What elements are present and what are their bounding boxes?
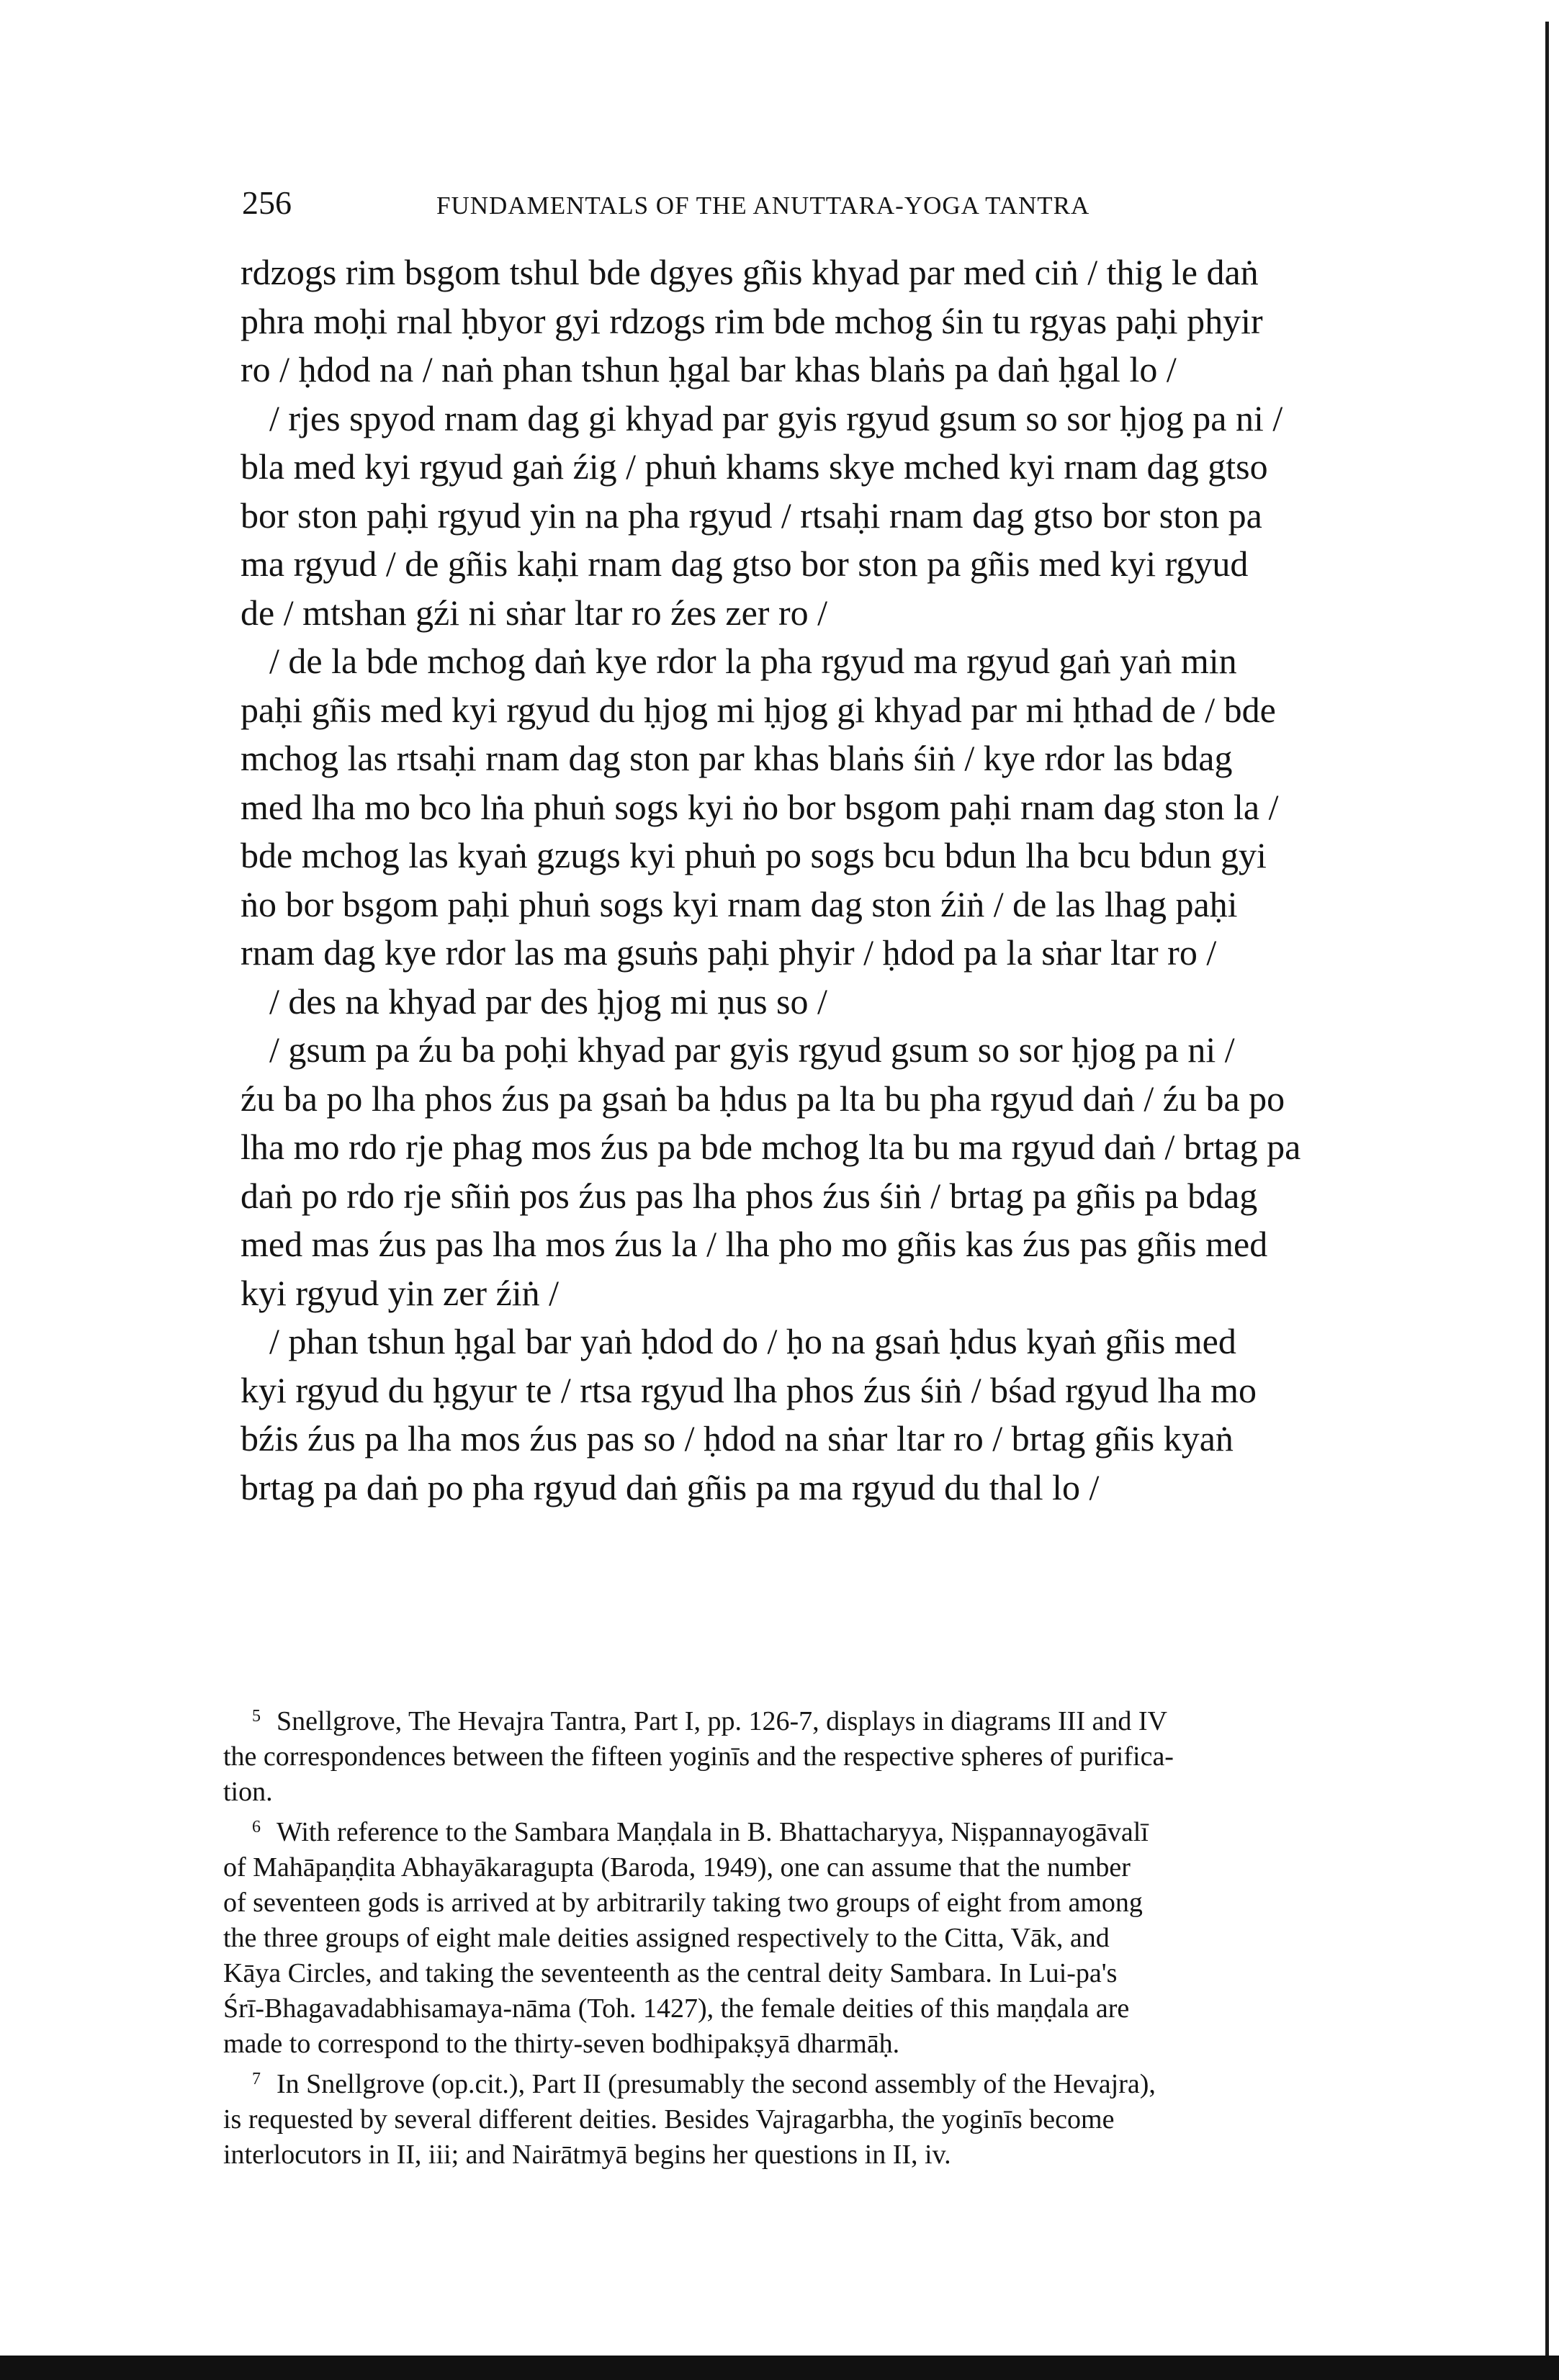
- text-line: med lha mo bco lṅa phuṅ sogs kyi ṅo bor bsgom paḥi rnam dag ston la /: [241, 786, 1279, 827]
- footnote-number: 5: [252, 1707, 261, 1726]
- text-line: de / mtshan gźi ni sṅar ltar ro źes zer ro /: [241, 592, 827, 633]
- scan-edge-line: [1545, 22, 1549, 2361]
- footnotes-block: [223, 1699, 1383, 2173]
- text-line: / gsum pa źu ba poḥi khyad par gyis rgyud gsum so sor ḥjog pa ni /: [269, 1029, 1235, 1070]
- text-line: / rjes spyod rnam dag gi khyad par gyis rgyud gsum so sor ḥjog pa ni /: [269, 397, 1283, 438]
- text-line: ma rgyud / de gñis kaḥi rnam dag gtso bor ston pa gñis med kyi rgyud: [241, 544, 1249, 584]
- footnote-line: Snellgrove, The Hevajra Tantra, Part I, pp. 126-7, displays in diagrams III and IV: [277, 1706, 1167, 1736]
- footnote-line: of Mahāpaṇḍita Abhayākaragupta (Baroda, 1949), one can assume that the number: [223, 1852, 1131, 1883]
- footnote-line: Kāya Circles, and taking the seventeenth as the central deity Sambara. In Lui-pa's: [223, 1958, 1118, 1988]
- text-line: med mas źus pas lha mos źus la / lha pho mo gñis kas źus pas gñis med: [241, 1224, 1268, 1264]
- main-text-block: [241, 248, 1393, 1512]
- footnote-number: 7: [252, 2070, 261, 2088]
- footnote-6: [223, 1810, 1383, 1850]
- footnote-line: the three groups of eight male deities assigned respectively to the Citta, Vāk, and: [223, 1923, 1110, 1953]
- footnote-line: In Snellgrove (op.cit.), Part II (presumably the second assembly of the Hevajra),: [277, 2069, 1156, 2099]
- footnote-line: interlocutors in II, iii; and Nairātmyā begins her questions in II, iv.: [223, 2140, 951, 2170]
- running-title: FUNDAMENTALS OF THE ANUTTARA-YOGA TANTRA: [436, 191, 1090, 220]
- text-line: phra moḥi rnal ḥbyor gyi rdzogs rim bde mchog śin tu rgyas paḥi phyir: [241, 300, 1263, 341]
- text-line: brtag pa daṅ po pha rgyud daṅ gñis pa ma rgyud du thal lo /: [241, 1466, 1100, 1507]
- footnote-number: 6: [252, 1818, 261, 1836]
- text-line: bde mchog las kyaṅ gzugs kyi phuṅ po sogs bcu bdun lha bcu bdun gyi: [241, 835, 1267, 875]
- text-line: / phan tshun ḥgal bar yaṅ ḥdod do / ḥo na gsaṅ ḥdus kyaṅ gñis med: [269, 1321, 1236, 1361]
- text-line: kyi rgyud yin zer źiṅ /: [241, 1272, 560, 1313]
- text-line: rdzogs rim bsgom tshul bde dgyes gñis khyad par med ciṅ / thig le daṅ: [241, 252, 1259, 292]
- text-line: mchog las rtsaḥi rnam dag ston par khas blaṅs śiṅ / kye rdor las bdag: [241, 738, 1233, 778]
- text-line: źu ba po lha phos źus pa gsaṅ ba ḥdus pa lta bu pha rgyud daṅ / źu ba po: [241, 1078, 1285, 1119]
- footnote-line: With reference to the Sambara Maṇḍala in B. Bhattacharyya, Niṣpannayogāvalī: [277, 1817, 1149, 1847]
- page-header: [242, 181, 1250, 225]
- footnote-line: made to correspond to the thirty-seven bodhipakṣyā dharmāḥ.: [223, 2029, 900, 2059]
- text-line: kyi rgyud du ḥgyur te / rtsa rgyud lha phos źus śiṅ / bśad rgyud lha mo: [241, 1369, 1257, 1410]
- page-number: 256: [242, 184, 292, 221]
- text-line: / de la bde mchog daṅ kye rdor la pha rgyud ma rgyud gaṅ yaṅ min: [269, 641, 1237, 681]
- text-line: lha mo rdo rje phag mos źus pa bde mchog lta bu ma rgyud daṅ / brtag pa: [241, 1127, 1301, 1167]
- footnote-7: [223, 2062, 1383, 2102]
- footnote-line: is requested by several different deities. Besides Vajragarbha, the yoginīs become: [223, 2104, 1115, 2135]
- text-line: bor ston paḥi rgyud yin na pha rgyud / rtsaḥi rnam dag gtso bor ston pa: [241, 495, 1262, 536]
- text-line: ro / ḥdod na / naṅ phan tshun ḥgal bar khas blaṅs pa daṅ ḥgal lo /: [241, 349, 1177, 389]
- footnote-line: Śrī-Bhagavadabhisamaya-nāma (Toh. 1427), the female deities of this maṇḍala are: [223, 1993, 1130, 2024]
- text-line: bla med kyi rgyud gaṅ źig / phuṅ khams skye mched kyi rnam dag gtso: [241, 446, 1268, 487]
- text-line: bźis źus pa lha mos źus pas so / ḥdod na sṅar ltar ro / brtag gñis kyaṅ: [241, 1418, 1234, 1459]
- text-line: ṅo bor bsgom paḥi phuṅ sogs kyi rnam dag ston źiṅ / de las lhag paḥi: [241, 883, 1238, 924]
- scan-bottom-edge: [0, 2356, 1559, 2380]
- footnote-line: of seventeen gods is arrived at by arbitrarily taking two groups of eight from among: [223, 1888, 1143, 1918]
- text-line: paḥi gñis med kyi rgyud du ḥjog mi ḥjog gi khyad par mi ḥthad de / bde: [241, 689, 1276, 730]
- footnote-line: tion.: [223, 1777, 273, 1807]
- footnote-5: [223, 1699, 1383, 1739]
- text-line: rnam dag kye rdor las ma gsuṅs paḥi phyir / ḥdod pa la sṅar ltar ro /: [241, 932, 1217, 973]
- footnote-line: the correspondences between the fifteen yoginīs and the respective spheres of purifica-: [223, 1741, 1174, 1772]
- text-line: / des na khyad par des ḥjog mi ṇus so /: [269, 981, 827, 1022]
- text-line: daṅ po rdo rje sñiṅ pos źus pas lha phos źus śiṅ / brtag pa gñis pa bdag: [241, 1175, 1258, 1216]
